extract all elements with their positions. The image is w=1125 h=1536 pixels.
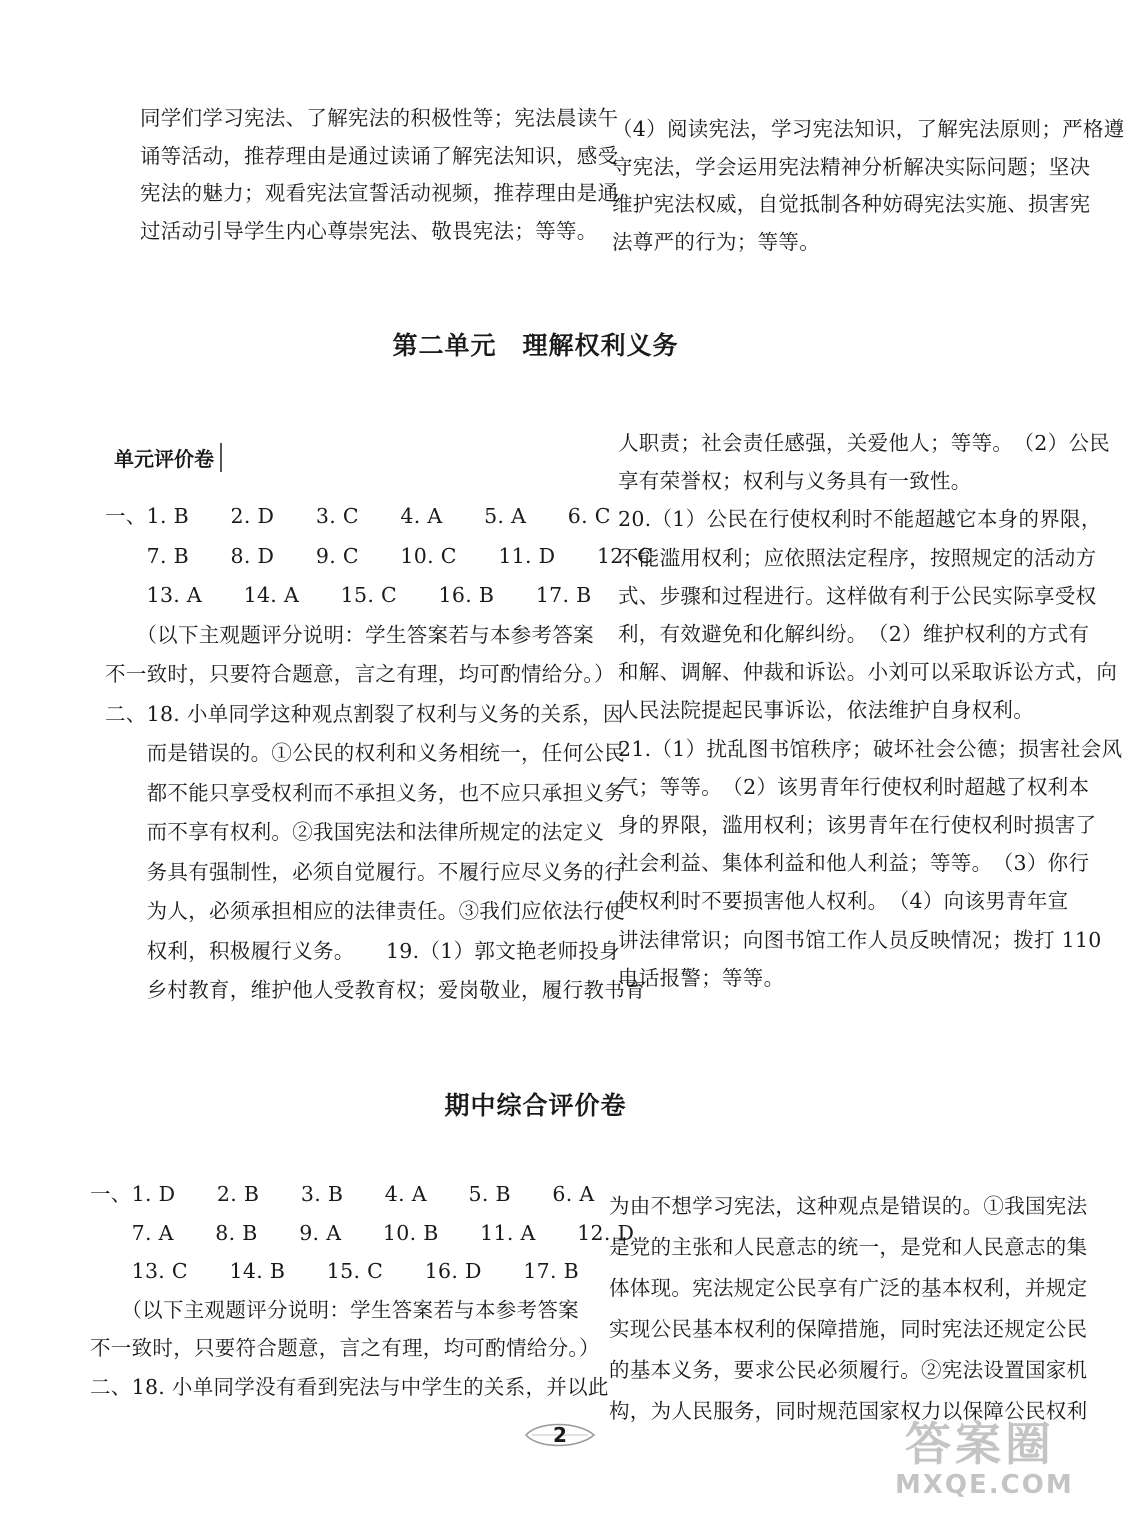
text-line: 人职责；社会责任感强，关爱他人；等等。 （2）公民 bbox=[618, 431, 1111, 455]
text-line: 宪法的魅力；观看宪法宣誓活动视频，推荐理由是通 bbox=[140, 181, 619, 205]
watermark-logo: 答案圈 bbox=[905, 1417, 1055, 1471]
text-line: 身的界限，滥用权利；该男青年在行使权利时损害了 bbox=[618, 813, 1097, 838]
text-line: 同学们学习宪法、了解宪法的积极性等；宪法晨读午 bbox=[140, 106, 619, 130]
text-line: 而是错误的。①公民的权利和义务相统一，任何公民 bbox=[105, 741, 625, 765]
text-line: 为由不想学习宪法，这种观点是错误的。①我国宪法 bbox=[609, 1194, 1088, 1218]
text-line: 的基本义务，要求公民必须履行。②宪法设置国家机 bbox=[609, 1358, 1088, 1382]
answer-row: 7. A 8. B 9. A 10. B 11. A 12. D bbox=[90, 1220, 635, 1245]
text-line: 维护宪法权威，自觉抵制各种妨碍宪法实施、损害宪 bbox=[612, 192, 1091, 216]
midterm-right-column bbox=[609, 1186, 1087, 1432]
page-number bbox=[540, 1420, 580, 1450]
answer-row: 13. A 14. A 15. C 16. B 17. B bbox=[105, 583, 592, 607]
text-line: 不一致时，只要符合题意，言之有理，均可酌情给分。） bbox=[90, 1336, 600, 1360]
midterm-left-column bbox=[90, 1175, 634, 1406]
unit2-right-column bbox=[618, 424, 1122, 997]
text-line: 利，有效避免和化解纠纷。 （2）维护权利的方式有 bbox=[618, 622, 1090, 647]
text-line: 享有荣誉权；权利与义务具有一致性。 bbox=[618, 469, 972, 494]
unit2-sub-label: 单元评价卷 bbox=[114, 443, 222, 472]
text-line: 不一致时，只要符合题意，言之有理，均可酌情给分。） bbox=[105, 662, 615, 686]
unit2-title: 第二单元 理解权利义务 bbox=[392, 331, 679, 360]
text-line: 权利，积极履行义务。 19.（1）郭文艳老师投身 bbox=[105, 938, 620, 963]
text-line: 二、18. 小单同学没有看到宪法与中学生的关系，并以此 bbox=[90, 1374, 609, 1399]
text-line: （4）阅读宪法，学习宪法知识，了解宪法原则；严格遵 bbox=[612, 117, 1125, 141]
text-line: 守宪法，学会运用宪法精神分析解决实际问题；坚决 bbox=[612, 154, 1091, 179]
text-line: 20.（1）公民在行使权利时不能超越它本身的界限， bbox=[618, 507, 1102, 532]
text-line: 是党的主张和人民意志的统一，是党和人民意志的集 bbox=[609, 1235, 1088, 1259]
text-line: （以下主观题评分说明：学生答案若与本参考答案 bbox=[105, 622, 594, 647]
unit2-left-column bbox=[105, 497, 653, 1011]
text-line: 诵等活动，推荐理由是通过读诵了解宪法知识，感受 bbox=[140, 143, 619, 168]
text-line: 和解、调解、仲裁和诉讼。小刘可以采取诉讼方式，向 bbox=[618, 660, 1118, 685]
answer-row: 13. C 14. B 15. C 16. D 17. B bbox=[90, 1259, 580, 1283]
top-right-column bbox=[612, 111, 1125, 261]
text-line: 式、步骤和过程进行。这样做有利于公民实际享受权 bbox=[618, 583, 1097, 608]
text-line: 过活动引导学生内心尊崇宪法、敬畏宪法；等等。 bbox=[140, 218, 598, 243]
text-line: （以下主观题评分说明：学生答案若与本参考答案 bbox=[90, 1297, 579, 1322]
watermark bbox=[895, 1417, 1074, 1500]
text-line: 乡村教育，维护他人受教育权；爱岗敬业，履行教书育 bbox=[105, 978, 646, 1002]
text-line: 实现公民基本权利的保障措施，同时宪法还规定公民 bbox=[609, 1317, 1088, 1341]
text-line: 构，为人民服务，同时规范国家权力以保障公民权利 bbox=[609, 1399, 1088, 1423]
text-line: 二、18. 小单同学这种观点割裂了权利与义务的关系，因 bbox=[105, 701, 624, 726]
text-line: 不能滥用权利；应依照法定程序，按照规定的活动方 bbox=[618, 545, 1097, 570]
text-line: 而不享有权利。②我国宪法和法律所规定的法定义 bbox=[105, 820, 605, 844]
top-left-column bbox=[140, 100, 618, 250]
text-line: 讲法律常识；向图书馆工作人员反映情况；拨打 110 bbox=[618, 927, 1102, 952]
text-line: 社会利益、集体利益和他人利益；等等。 （3）你行 bbox=[618, 851, 1090, 876]
text-line: 为人，必须承担相应的法律责任。③我们应依法行使 bbox=[105, 899, 625, 923]
text-line: 气；等等。 （2）该男青年行使权利时超越了权利本 bbox=[618, 774, 1090, 799]
text-line: 21.（1）扰乱图书馆秩序；破坏社会公德；损害社会风 bbox=[618, 736, 1123, 761]
answer-row: 一、1. B 2. D 3. C 4. A 5. A 6. C bbox=[105, 504, 611, 528]
text-line: 电话报警；等等。 bbox=[618, 965, 785, 990]
text-line: 务具有强制性，必须自觉履行。不履行应尽义务的行 bbox=[105, 859, 625, 884]
watermark-url: MXQE.COM bbox=[895, 1470, 1074, 1500]
midterm-title: 期中综合评价卷 bbox=[444, 1091, 627, 1120]
text-line: 使权利时不要损害他人权利。 （4）向该男青年宣 bbox=[618, 889, 1069, 914]
text-line: 法尊严的行为；等等。 bbox=[612, 229, 820, 254]
text-line: 都不能只享受权利而不承担义务，也不应只承担义务 bbox=[105, 780, 625, 805]
page-number-text: 2 bbox=[553, 1423, 567, 1447]
text-line: 人民法院提起民事诉讼，依法维护自身权利。 bbox=[618, 698, 1034, 723]
answer-row: 7. B 8. D 9. C 10. C 11. D 12. C bbox=[105, 543, 654, 568]
answer-row: 一、1. D 2. B 3. B 4. A 5. B 6. A bbox=[90, 1182, 595, 1206]
text-line: 体体现。宪法规定公民享有广泛的基本权利，并规定 bbox=[609, 1276, 1088, 1300]
